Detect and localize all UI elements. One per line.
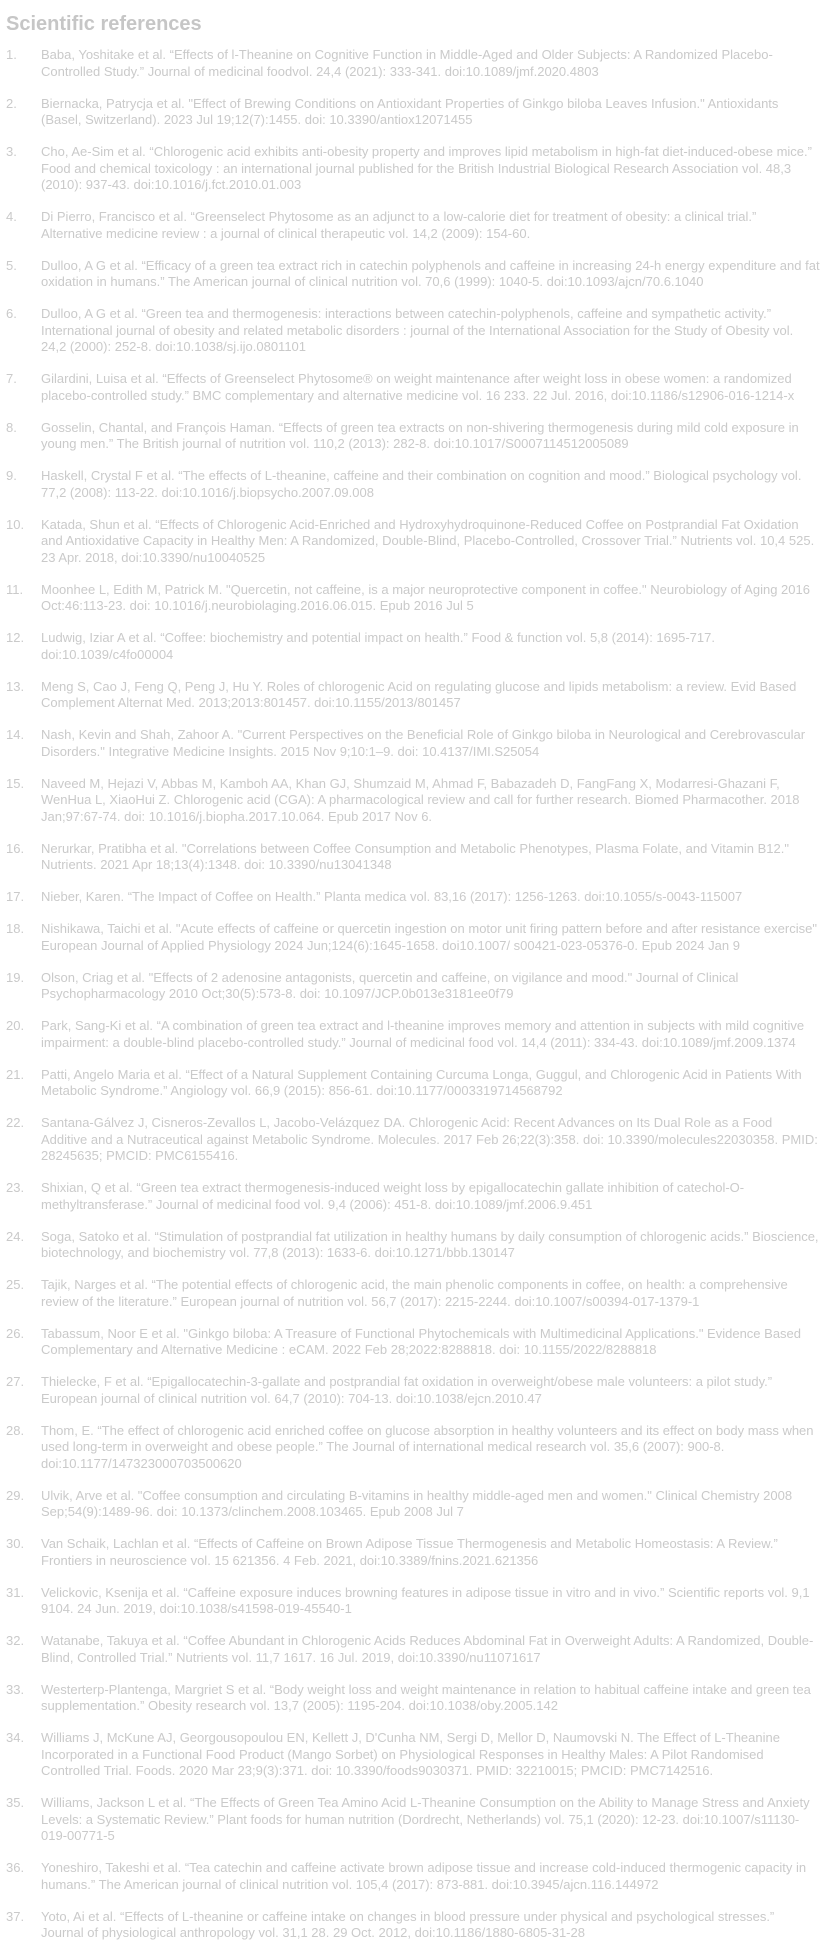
reference-item bbox=[6, 1682, 820, 1715]
reference-text: Katada, Shun et al. “Effects of Chlorogenic Acid-Enriched and Hydroxyhydroquinone-Reduced Coffee on Postprandial Fat Oxidation and Antioxidative Capacity in Healthy Men: A Randomized, Double-Blind, Placebo-Controlled, Crossover Trial.” Nutrients vol. 10,4 525. 23 Apr. 2018, doi:10.3390/nu10040525 bbox=[41, 516, 815, 565]
reference-text: Shixian, Q et al. “Green tea extract thermogenesis-induced weight loss by epigallocatechin gallate inhibition of catechol-O-methyltransferase.” Journal of medicinal food vol. 9,4 (2006): 451-8. doi:10.1089/jmf.2006.9.451 bbox=[41, 1180, 745, 1212]
reference-number: 14. bbox=[6, 727, 25, 742]
reference-text: Baba, Yoshitake et al. “Effects of l-Theanine on Cognitive Function in Middle-Aged and Older Subjects: A Randomized Placebo-Controlled Study.” Journal of medicinal foodvol. 24,4 (2021): 333-341. doi:10.1089/jmf.2020.4803 bbox=[41, 47, 773, 79]
reference-number: 32. bbox=[6, 1633, 25, 1648]
reference-number: 25. bbox=[6, 1277, 25, 1292]
reference-item bbox=[6, 371, 820, 404]
reference-item bbox=[6, 1585, 820, 1618]
reference-text: Ulvik, Arve et al. "Coffee consumption and circulating B-vitamins in healthy middle-aged men and women." Clinical Chemistry 2008 Sep;54(9):1489-96. doi: 10.1373/clinchem.2008.103465. Epub 2008 Jul 7 bbox=[41, 1487, 793, 1519]
reference-text: Watanabe, Takuya et al. “Coffee Abundant in Chlorogenic Acids Reduces Abdominal Fat in Overweight Adults: A Randomized, Double-Blind, Controlled Trial.” Nutrients vol. 11,7 1617. 16 Jul. 2019, doi:10.3390/nu11071617 bbox=[41, 1633, 814, 1665]
reference-number: 18. bbox=[6, 921, 25, 936]
reference-number: 36. bbox=[6, 1860, 25, 1875]
reference-text: Gilardini, Luisa et al. “Effects of Greenselect Phytosome® on weight maintenance after weight loss in obese women: a randomized placebo-controlled study.” BMC complementary and alternative medicine vol. 16 233. 22 Jul. 2016, doi:10.1186/s12906-016-1214-x bbox=[41, 371, 795, 403]
reference-item bbox=[6, 306, 820, 356]
reference-text: Nerurkar, Pratibha et al. "Correlations between Coffee Consumption and Metabolic Phenotypes, Plasma Folate, and Vitamin B12." Nutrients. 2021 Apr 18;13(4):1348. doi: 10.3390/nu13041348 bbox=[41, 840, 789, 872]
reference-item bbox=[6, 420, 820, 453]
reference-item bbox=[6, 1067, 820, 1100]
reference-item bbox=[6, 209, 820, 242]
reference-text: Moonhee L, Edith M, Patrick M. "Quercetin, not caffeine, is a major neuroprotective component in coffee." Neurobiology of Aging 2016 Oct:46:113-23. doi: 10.1016/j.neurobiolaging.2016.06.015. Epub 2016 Jul 5 bbox=[41, 581, 810, 613]
reference-number: 30. bbox=[6, 1536, 25, 1551]
reference-text: Nishikawa, Taichi et al. "Acute effects of caffeine or quercetin ingestion on motor unit firing pattern before and after resistance exercise" European Journal of Applied Physiology 2024 Jun;124(6):1645-1658. doi10.1007/ s00421-023-05376-0. Epub 2024 Jan 9 bbox=[41, 921, 817, 953]
reference-text: Park, Sang-Ki et al. “A combination of green tea extract and l-theanine improves memory and attention in subjects with mild cognitive impairment: a double-blind placebo-controlled study.” Journal of medicinal food vol. 14,4 (2011): 334-43. doi:10.1089/jmf.2009.1374 bbox=[41, 1018, 805, 1050]
reference-number: 12. bbox=[6, 630, 25, 645]
reference-number: 20. bbox=[6, 1018, 25, 1033]
reference-item bbox=[6, 1795, 820, 1845]
reference-text: Nieber, Karen. “The Impact of Coffee on Health.” Planta medica vol. 83,16 (2017): 1256-1263. doi:10.1055/s-0043-115007 bbox=[41, 889, 743, 904]
reference-item bbox=[6, 1326, 820, 1359]
reference-item bbox=[6, 517, 820, 567]
reference-text: Tabassum, Noor E et al. "Ginkgo biloba: A Treasure of Functional Phytochemicals with Multimedicinal Applications." Evidence Based Complementary and Alternative Medicine : eCAM. 2022 Feb 28;2022:8288818. doi: 10.1155/2022/8288818 bbox=[41, 1325, 802, 1357]
reference-text: Velickovic, Ksenija et al. “Caffeine exposure induces browning features in adipose tissue in vitro and in vivo.” Scientific reports vol. 9,1 9104. 24 Jun. 2019, doi:10.1038/s41598-019-45540-1 bbox=[41, 1584, 810, 1616]
reference-text: Santana-Gálvez J, Cisneros-Zevallos L, Jacobo-Velázquez DA. Chlorogenic Acid: Recent Advances on Its Dual Role as a Food Additive and a Nutraceutical against Metabolic Syndrome. Molecules. 2017 Feb 26;22(3):358. doi: 10.3390/molecules22030358. PMID: 28245635; PMCID: PMC6155416. bbox=[41, 1115, 818, 1163]
reference-number: 1. bbox=[6, 47, 17, 62]
reference-item bbox=[6, 1909, 820, 1942]
reference-number: 24. bbox=[6, 1228, 25, 1244]
reference-text: Williams, Jackson L et al. “The Effects of Green Tea Amino Acid L-Theanine Consumption on the Ability to Manage Stress and Anxiety Levels: a Systematic Review.” Plant foods for human nutrition (Dordrecht, Netherlands) vol. 75,1 (2020): 12-23. doi:10.1007/s11130-019-00771-5 bbox=[41, 1795, 810, 1843]
reference-text: Cho, Ae-Sim et al. “Chlorogenic acid exhibits anti-obesity property and improves lipid metabolism in high-fat diet-induced-obese mice.” Food and chemical toxicology : an international journal published for the British Industrial Biological Research Association vol. 48,3 (2010): 937-43. doi:10.1016/j.fct.2010.01.003 bbox=[41, 144, 812, 192]
reference-text: Yoneshiro, Takeshi et al. “Tea catechin and caffeine activate brown adipose tissue and increase cold-induced thermogenic capacity in humans.” The American journal of clinical nutrition vol. 105,4 (2017): 873-881. doi:10.3945/ajcn.116.144972 bbox=[41, 1860, 807, 1892]
reference-item bbox=[6, 921, 820, 954]
reference-text: Thielecke, F et al. “Epigallocatechin-3-gallate and postprandial fat oxidation in overweight/obese male volunteers: a pilot study.” European journal of clinical nutrition vol. 64,7 (2010): 704-13. doi:10.1038/ejcn.2010.47 bbox=[41, 1374, 773, 1406]
reference-item bbox=[6, 1115, 820, 1165]
reference-number: 19. bbox=[6, 969, 25, 985]
reference-text: Naveed M, Hejazi V, Abbas M, Kamboh AA, Khan GJ, Shumzaid M, Ahmad F, Babazadeh D, FangFang X, Modarresi-Ghazani F, WenHua L, XiaoHui Z. Chlorogenic acid (CGA): A pharmacological review and call for further research. Biomed Pharmacother. 2018 Jan;97:67-74. doi: 10.1016/j.biopha.2017.10.064. Epub 2017 Nov 6. bbox=[41, 775, 800, 824]
reference-number: 7. bbox=[6, 371, 17, 386]
reference-number: 31. bbox=[6, 1584, 25, 1600]
reference-number: 17. bbox=[6, 889, 25, 904]
reference-item bbox=[6, 679, 820, 712]
reference-item bbox=[6, 776, 820, 826]
reference-item bbox=[6, 1229, 820, 1262]
reference-text: Patti, Angelo Maria et al. “Effect of a Natural Supplement Containing Curcuma Longa, Guggul, and Chlorogenic Acid in Patients With Metabolic Syndrome.” Angiology vol. 66,9 (2015): 856-61. doi:10.1177/0003319714568792 bbox=[41, 1066, 802, 1098]
reference-item bbox=[6, 1730, 820, 1780]
reference-number: 28. bbox=[6, 1422, 25, 1438]
reference-text: Biernacka, Patrycja et al. "Effect of Brewing Conditions on Antioxidant Properties of Ginkgo biloba Leaves Infusion." Antioxidants (Basel, Switzerland). 2023 Jul 19;12(7):1455. doi: 10.3390/antiox12071455 bbox=[41, 95, 779, 127]
reference-text: Dulloo, A G et al. “Efficacy of a green tea extract rich in catechin polyphenols and caffeine in increasing 24-h energy expenditure and fat oxidation in humans.” The American journal of clinical nutrition vol. 70,6 (1999): 1040-5. doi:10.1093/ajcn/70.6.1040 bbox=[41, 257, 820, 289]
reference-number: 23. bbox=[6, 1180, 25, 1195]
reference-text: Soga, Satoko et al. “Stimulation of postprandial fat utilization in healthy humans by daily consumption of chlorogenic acids.” Bioscience, biotechnology, and biochemistry vol. 77,8 (2013): 1633-6. doi:10.1271/bbb.130147 bbox=[41, 1228, 819, 1260]
reference-text: Meng S, Cao J, Feng Q, Peng J, Hu Y. Roles of chlorogenic Acid on regulating glucose and lipids metabolism: a review. Evid Based Complement Alternat Med. 2013;2013:801457. doi:10.1155/2013/801457 bbox=[41, 678, 797, 710]
reference-number: 4. bbox=[6, 209, 17, 224]
reference-item bbox=[6, 1277, 820, 1310]
reference-text: Yoto, Ai et al. “Effects of L-theanine or caffeine intake on changes in blood pressure under physical and psychological stresses.” Journal of physiological anthropology vol. 31,1 28. 29 Oct. 2012, doi:10.1186/1880-6805-31-28 bbox=[41, 1908, 775, 1940]
reference-number: 26. bbox=[6, 1325, 25, 1341]
reference-item bbox=[6, 582, 820, 615]
reference-number: 6. bbox=[6, 306, 17, 321]
reference-number: 29. bbox=[6, 1487, 25, 1503]
reference-text: Tajik, Narges et al. “The potential effects of chlorogenic acid, the main phenolic components in coffee, on health: a comprehensive review of the literature.” European journal of nutrition vol. 56,7 (2017): 2215-2244. doi:10.1007/s00394-017-1379-1 bbox=[41, 1277, 788, 1309]
reference-number: 16. bbox=[6, 840, 25, 856]
reference-item bbox=[6, 144, 820, 194]
reference-item bbox=[6, 1633, 820, 1666]
reference-text: Haskell, Crystal F et al. “The effects of L-theanine, caffeine and their combination on cognition and mood.” Biological psychology vol. 77,2 (2008): 113-22. doi:10.1016/j.biopsycho.2007.09.008 bbox=[41, 468, 802, 500]
page-title: Scientific references bbox=[6, 13, 202, 35]
reference-number: 5. bbox=[6, 257, 17, 273]
reference-number: 37. bbox=[6, 1908, 25, 1924]
reference-item bbox=[6, 468, 820, 501]
reference-number: 22. bbox=[6, 1115, 25, 1130]
reference-text: Ludwig, Iziar A et al. “Coffee: biochemistry and potential impact on health.” Food & function vol. 5,8 (2014): 1695-717. doi:10.1039/c4fo00004 bbox=[41, 630, 715, 662]
reference-text: Westerterp-Plantenga, Margriet S et al. “Body weight loss and weight maintenance in relation to habitual caffeine intake and green tea supplementation.” Obesity research vol. 13,7 (2005): 1195-204. doi:10.1038/oby.2005.142 bbox=[41, 1681, 811, 1713]
reference-item bbox=[6, 96, 820, 129]
reference-item bbox=[6, 1374, 820, 1407]
reference-text: Nash, Kevin and Shah, Zahoor A. "Current Perspectives on the Beneficial Role of Ginkgo biloba in Neurological and Cerebrovascular Disorders." Integrative Medicine Insights. 2015 Nov 9;10:1–9. doi: 10.4137/IMI.S25054 bbox=[41, 727, 806, 759]
reference-number: 11. bbox=[6, 581, 24, 597]
reference-number: 9. bbox=[6, 468, 17, 483]
reference-number: 33. bbox=[6, 1681, 25, 1697]
reference-item bbox=[6, 727, 820, 760]
reference-number: 27. bbox=[6, 1374, 25, 1389]
reference-text: Dulloo, A G et al. “Green tea and thermogenesis: interactions between catechin-polyphenols, caffeine and sympathetic activity.” International journal of obesity and related metabolic disorders : journal of the International Association for the Study of Obesity vol. 24,2 (2000): 252-8. doi:10.1038/sj.ijo.0801101 bbox=[41, 306, 794, 354]
reference-number: 34. bbox=[6, 1730, 25, 1745]
reference-item bbox=[6, 1180, 820, 1213]
reference-text: Gosselin, Chantal, and François Haman. “Effects of green tea extracts on non-shivering thermogenesis during mild cold exposure in young men.” The British journal of nutrition vol. 110,2 (2013): 282-8. doi:10.1017/S0007114512005089 bbox=[41, 419, 799, 451]
reference-number: 13. bbox=[6, 678, 25, 694]
reference-item bbox=[6, 841, 820, 874]
reference-number: 2. bbox=[6, 95, 17, 111]
reference-text: Di Pierro, Francisco et al. “Greenselect Phytosome as an adjunct to a low-calorie diet for treatment of obesity: a clinical trial.” Alternative medicine review : a journal of clinical therapeutic vol. 14,2 (2009): 154-60. bbox=[41, 209, 757, 241]
reference-item bbox=[6, 970, 820, 1003]
reference-number: 35. bbox=[6, 1795, 25, 1810]
reference-number: 15. bbox=[6, 775, 25, 791]
reference-text: Williams J, McKune AJ, Georgousopoulou EN, Kellett J, D'Cunha NM, Sergi D, Mellor D, Naumovski N. The Effect of L-Theanine Incorporated in a Functional Food Product (Mango Sorbet) on Physiological Responses in Healthy Males: A Pilot Randomised Controlled Trial. Foods. 2020 Mar 23;9(3):371. doi: 10.3390/foods9030371. PMID: 32210015; PMCID: PMC7142516. bbox=[41, 1730, 780, 1778]
reference-number: 3. bbox=[6, 144, 17, 159]
reference-item bbox=[6, 1423, 820, 1473]
reference-item bbox=[6, 47, 820, 80]
reference-item bbox=[6, 630, 820, 663]
reference-number: 10. bbox=[6, 516, 25, 532]
reference-item bbox=[6, 889, 820, 906]
reference-item bbox=[6, 1536, 820, 1569]
reference-text: Van Schaik, Lachlan et al. “Effects of Caffeine on Brown Adipose Tissue Thermogenesis and Metabolic Homeostasis: A Review.” Frontiers in neuroscience vol. 15 621356. 4 Feb. 2021, doi:10.3389/fnins.2021.621356 bbox=[41, 1536, 778, 1568]
reference-text: Thom, E. “The effect of chlorogenic acid enriched coffee on glucose absorption in healthy volunteers and its effect on body mass when used long-term in overweight and obese people.” The Journal of international medical research vol. 35,6 (2007): 900-8. doi:10.1177/147323000703500620 bbox=[41, 1422, 814, 1471]
reference-number: 21. bbox=[6, 1066, 25, 1082]
reference-item bbox=[6, 1018, 820, 1051]
reference-item bbox=[6, 1488, 820, 1521]
reference-text: Olson, Criag et al. "Effects of 2 adenosine antagonists, quercetin and caffeine, on vigilance and mood." Journal of Clinical Psychopharmacology 2010 Oct;30(5):573-8. doi: 10.1097/JCP.0b013e3181ee0f79 bbox=[41, 969, 739, 1001]
reference-item bbox=[6, 1860, 820, 1893]
reference-item bbox=[6, 258, 820, 291]
reference-number: 8. bbox=[6, 419, 17, 435]
reference-list bbox=[6, 47, 820, 1942]
